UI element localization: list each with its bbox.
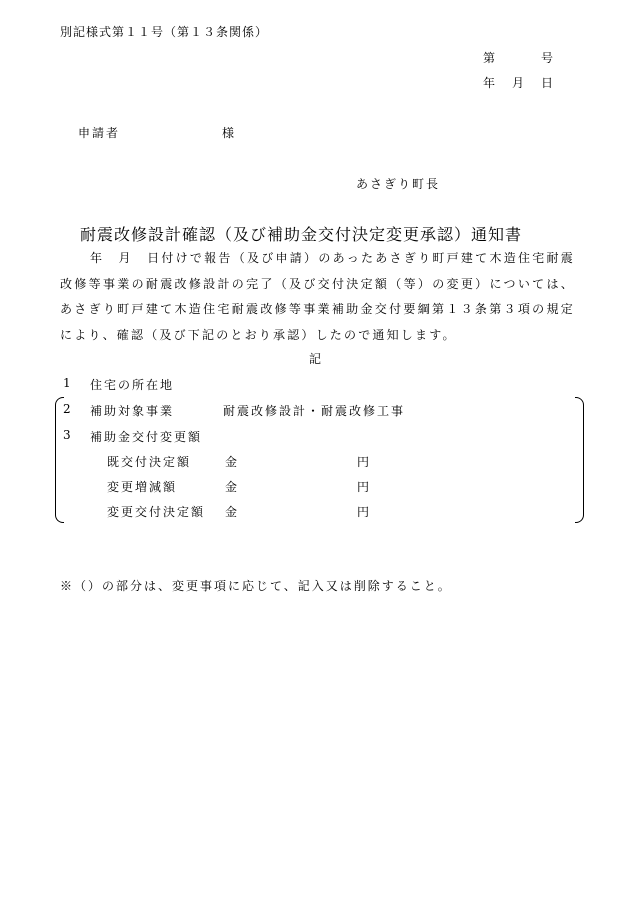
footnote: ※（）の部分は、変更事項に応じて、記入又は削除すること。 [60, 579, 452, 593]
ki-heading: 記 [309, 352, 322, 366]
item-label: 住宅の所在地 [90, 378, 175, 392]
left-bracket [55, 397, 64, 523]
amount-prefix: 金 [225, 480, 238, 494]
form-label: 別記様式第１１号（第１３条関係） [60, 25, 269, 39]
amount-unit: 円 [357, 505, 370, 519]
date-month: 月 [512, 76, 525, 90]
issuer-name: あさぎり町長 [356, 177, 441, 191]
item-label: 補助金交付変更額 [90, 430, 203, 444]
item-number: 3 [63, 428, 71, 442]
amount-label: 変更交付決定額 [107, 505, 206, 519]
date-day: 日 [541, 76, 554, 90]
body-paragraph: 年 月 日付けで報告（及び申請）のあったあさぎり町戸建て木造住宅耐震改修等事業の耐震改修設計の完了（及び交付決定額（等）の変更）については、あさぎり町戸建て木造住宅耐震改修等事業補助金交付要綱第１３条第３項の規定により、確認（及び下記のとおり承認）したので通知します。 [60, 251, 575, 342]
amount-label: 変更増減額 [107, 480, 178, 494]
amount-prefix: 金 [225, 505, 238, 519]
amount-unit: 円 [357, 480, 370, 494]
amount-label: 既交付決定額 [107, 455, 192, 469]
date-year: 年 [483, 76, 496, 90]
amount-unit: 円 [357, 455, 370, 469]
item-number: 2 [63, 402, 71, 416]
right-bracket [575, 397, 584, 523]
document-title: 耐震改修設計確認（及び補助金交付決定変更承認）通知書 [80, 225, 523, 244]
number-suffix: 号 [541, 51, 554, 65]
item-value: 耐震改修設計・耐震改修工事 [223, 404, 406, 418]
applicant-label: 申請者 [78, 126, 121, 140]
amount-prefix: 金 [225, 455, 238, 469]
item-label: 補助対象事業 [90, 404, 175, 418]
number-prefix: 第 [483, 51, 496, 65]
applicant-honorific: 様 [222, 126, 235, 140]
item-number: 1 [63, 376, 71, 390]
